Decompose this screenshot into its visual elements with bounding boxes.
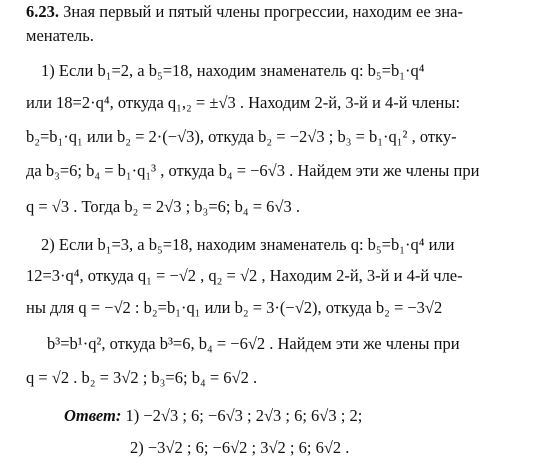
problem-intro-text: Зная первый и пятый члены прогрессии, находим ее зна- bbox=[63, 2, 463, 21]
problem-intro-line-1 bbox=[26, 2, 546, 22]
case2-line-5: q = √2 . b₂ = 3√2 ; b₃=6; b₄ = 6√2 . bbox=[26, 368, 258, 387]
case1-line-3: b₂=b₁·q₁ или b₂ = 2·(−√3), откуда b₂ = −2√3 ; b₃ = b₁·q₁² , отку- bbox=[26, 127, 457, 146]
case1-line-1: 1) Если b₁=2, а b₅=18, находим знаменатель q: b₅=b₁·q⁴ bbox=[41, 61, 425, 80]
case1-line-4: да b₃=6; b₄ = b₁·q₁³ , откуда b₄ = −6√3 . Найдем эти же члены при bbox=[26, 161, 480, 180]
answer-line-1 bbox=[64, 406, 550, 426]
answer-case1: 1) −2√3 ; 6; −6√3 ; 2√3 ; 6; 6√3 ; 2; bbox=[125, 406, 363, 425]
case1-line-2: или 18=2·q⁴, откуда q₁,₂ = ±√3 . Находим 2-й, 3-й и 4-й члены: bbox=[26, 93, 461, 112]
case1-line-5: q = √3 . Тогда b₂ = 2√3 ; b₃=6; b₄ = 6√3 . bbox=[26, 197, 300, 216]
problem-intro-line-2: менатель. bbox=[26, 26, 94, 45]
case2-line-2: 12=3·q⁴, откуда q₁ = −√2 , q₂ = √2 , Находим 2-й, 3-й и 4-й чле- bbox=[26, 266, 463, 285]
problem-number: 6.23. bbox=[26, 2, 59, 21]
case2-line-4: b³=b¹·q², откуда b³=6, b₄ = −6√2 . Найдем эти же члены при bbox=[47, 334, 460, 353]
case2-line-1: 2) Если b₁=3, а b₅=18, находим знаменатель q: b₅=b₁·q⁴ или bbox=[41, 235, 455, 254]
case2-line-3: ны для q = −√2 : b₂=b₁·q₁ или b₂ = 3·(−√2), откуда b₂ = −3√2 bbox=[26, 298, 443, 317]
answer-line-2: 2) −3√2 ; 6; −6√2 ; 3√2 ; 6; 6√2 . bbox=[130, 438, 350, 457]
answer-label: Ответ: bbox=[64, 406, 122, 425]
